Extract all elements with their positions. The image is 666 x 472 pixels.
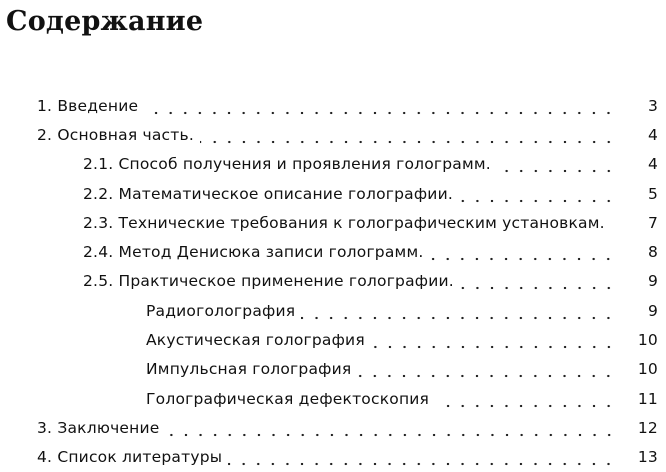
toc-entry-pulse-holography[interactable] <box>0 355 666 384</box>
dot-leader <box>497 159 616 173</box>
toc-entry-introduction[interactable] <box>0 91 666 120</box>
toc-entry-page-number: 10 <box>637 331 658 350</box>
dot-leader <box>144 101 616 115</box>
toc-entry-label: 3. Заключение <box>37 419 166 437</box>
toc-entry-page-number: 4 <box>647 155 658 174</box>
toc-entry-label: 2.4. Метод Денисюка записи голограмм. <box>83 243 429 261</box>
dot-leader <box>611 218 616 232</box>
toc-entry-2-3[interactable] <box>0 208 666 237</box>
toc-entry-label: 2.5. Практическое применение голографии. <box>83 272 460 290</box>
toc-entry-label: Импульсная голография <box>146 360 357 378</box>
toc-entry-conclusion[interactable] <box>0 413 666 442</box>
dot-leader <box>429 247 616 261</box>
toc-entry-main-part[interactable] <box>0 120 666 149</box>
toc-entry-holographic-defectoscopy[interactable] <box>0 384 666 413</box>
toc-entry-label: 2.1. Способ получения и проявления голограмм. <box>83 155 497 173</box>
toc-entry-2-2[interactable] <box>0 179 666 208</box>
toc-entry-references[interactable] <box>0 443 666 472</box>
dot-leader <box>371 335 616 349</box>
dot-leader <box>459 189 616 203</box>
dot-leader <box>301 306 616 320</box>
toc-entry-page-number: 7 <box>647 213 658 232</box>
toc-entry-label: Голографическая дефектоскопия <box>146 390 435 408</box>
dot-leader <box>435 394 616 408</box>
toc-entry-page-number: 4 <box>647 125 658 144</box>
toc-list <box>0 91 666 472</box>
toc-entry-label: Акустическая голография <box>146 331 371 349</box>
toc-entry-label: 4. Список литературы <box>37 448 228 466</box>
toc-entry-label: 2. Основная часть. <box>37 126 200 144</box>
dot-leader <box>200 130 616 144</box>
toc-entry-page-number: 9 <box>647 272 658 291</box>
toc-entry-page-number: 5 <box>647 184 658 203</box>
toc-entry-label: Радиоголография <box>146 302 301 320</box>
dot-leader <box>357 364 616 378</box>
toc-entry-label: 2.3. Технические требования к голографическим установкам. <box>83 214 611 232</box>
dot-leader <box>460 276 616 290</box>
toc-entry-page-number: 10 <box>637 360 658 379</box>
toc-entry-page-number: 13 <box>637 448 658 467</box>
toc-entry-page-number: 9 <box>647 301 658 320</box>
toc-title: Содержание <box>6 6 204 37</box>
toc-entry-page-number: 3 <box>647 96 658 115</box>
toc-entry-label: 2.2. Математическое описание голографии. <box>83 185 459 203</box>
toc-entry-page-number: 8 <box>647 243 658 262</box>
toc-entry-2-5[interactable] <box>0 267 666 296</box>
toc-entry-2-1[interactable] <box>0 150 666 179</box>
toc-entry-2-4[interactable] <box>0 237 666 266</box>
toc-entry-acoustic-holography[interactable] <box>0 325 666 354</box>
toc-entry-page-number: 12 <box>637 418 658 437</box>
toc-entry-radioholography[interactable] <box>0 296 666 325</box>
toc-entry-label: 1. Введение <box>37 97 144 115</box>
dot-leader <box>166 423 616 437</box>
dot-leader <box>228 452 616 466</box>
toc-entry-page-number: 11 <box>637 389 658 408</box>
